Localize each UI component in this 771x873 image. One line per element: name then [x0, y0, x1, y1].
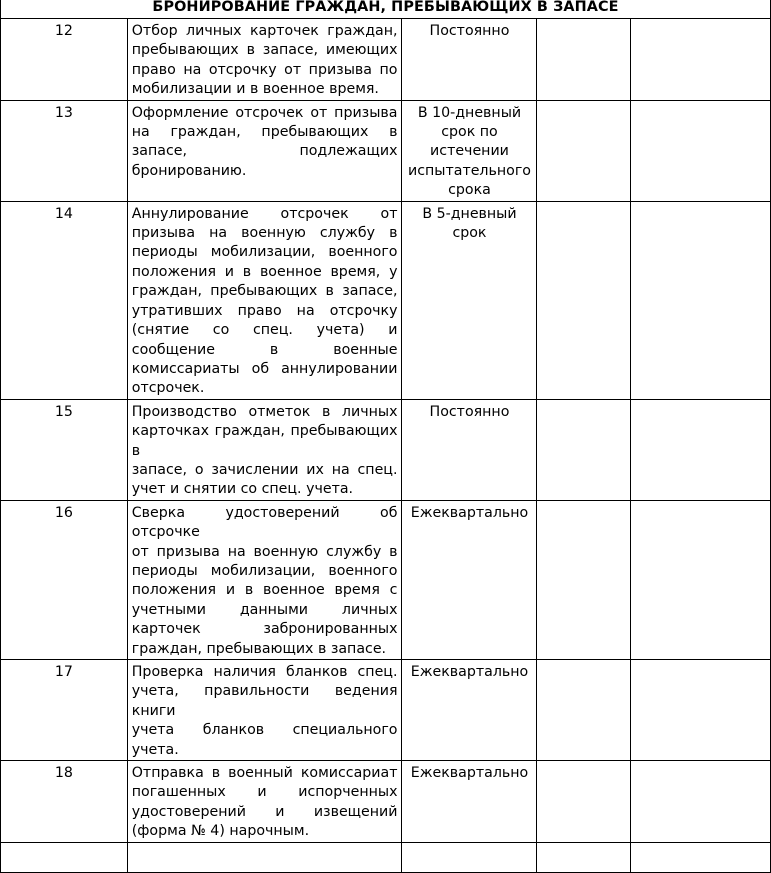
- description-line: от призыва на военную службу в: [131, 543, 398, 560]
- activity-description: [127, 660, 402, 761]
- description-line: запасе, о зачислении их на спец.: [131, 461, 398, 478]
- row-number: 17: [1, 660, 128, 761]
- section-title: БРОНИРОВАНИЕ ГРАЖДАН, ПРЕБЫВАЮЩИХ В ЗАПАСЕ: [1, 0, 771, 19]
- description-line: Проверка наличия бланков спец.: [131, 664, 398, 680]
- row-number: 18: [1, 761, 128, 843]
- description-line: призыва на военную службу в: [131, 225, 398, 242]
- description-line: учет и снятии со спец. учета.: [131, 481, 354, 498]
- activity-description: [127, 761, 402, 843]
- period-line: Ежеквартально: [410, 504, 529, 521]
- description-line: периоды мобилизации, военного: [131, 244, 398, 261]
- period-line: Ежеквартально: [410, 664, 529, 680]
- period-cell: [402, 500, 537, 659]
- period-line: В 5-дневный: [422, 205, 517, 222]
- row-number: [1, 842, 128, 872]
- period-cell: [402, 201, 537, 399]
- activity-description: [127, 399, 402, 500]
- table-row: [1, 842, 771, 872]
- description-line: отсрочек.: [131, 380, 205, 397]
- empty-cell: [631, 660, 771, 761]
- row-number: 13: [1, 100, 128, 201]
- table-row: [1, 19, 771, 101]
- empty-cell: [537, 100, 631, 201]
- table-row: [1, 100, 771, 201]
- row-number: 14: [1, 201, 128, 399]
- description-line: карточек забронированных: [131, 621, 398, 638]
- description-line: запасе, подлежащих: [131, 143, 398, 160]
- activity-description: [127, 201, 402, 399]
- description-line: сообщение в военные: [131, 341, 398, 358]
- table-row: [1, 660, 771, 761]
- period-cell: [402, 761, 537, 843]
- table-row: [1, 399, 771, 500]
- activity-description: [127, 500, 402, 659]
- description-line: удостоверений и извещений: [131, 803, 398, 820]
- table-row: [1, 500, 771, 659]
- period-line: срок по: [441, 124, 498, 141]
- description-line: бронированию.: [131, 162, 247, 179]
- description-line: положения и в военное время, у: [131, 263, 398, 280]
- period-line: Постоянно: [429, 23, 510, 39]
- description-line: Оформление отсрочек от призыва: [131, 104, 398, 121]
- description-line: периоды мобилизации, военного: [131, 562, 398, 579]
- description-line: пребывающих в запасе, имеющих: [131, 42, 398, 59]
- description-line: Производство отметок в личных: [131, 403, 398, 420]
- empty-cell: [537, 201, 631, 399]
- period-line: срок: [452, 225, 487, 242]
- row-number: 16: [1, 500, 128, 659]
- section-header-row: [1, 0, 771, 19]
- activity-description: [127, 100, 402, 201]
- description-line: погашенных и испорченных: [131, 784, 398, 801]
- activity-description: [127, 842, 402, 872]
- empty-cell: [631, 842, 771, 872]
- description-line: учета бланков специального учета.: [131, 722, 398, 758]
- description-line: граждан, пребывающих в запасе,: [131, 283, 398, 300]
- description-line: положения и в военное время с: [131, 582, 398, 599]
- period-cell: [402, 399, 537, 500]
- table-row: [1, 761, 771, 843]
- activity-description: [127, 19, 402, 101]
- description-line: граждан, пребывающих в запасе.: [131, 640, 387, 657]
- period-line: Ежеквартально: [410, 765, 529, 782]
- table-row: [1, 201, 771, 399]
- description-line: Отбор личных карточек граждан,: [131, 23, 398, 39]
- description-line: (снятие со спец. учета) и: [131, 322, 398, 339]
- period-line: Постоянно: [429, 403, 510, 420]
- description-line: учетными данными личных: [131, 601, 398, 618]
- period-line: срока: [448, 182, 491, 199]
- row-number: 12: [1, 19, 128, 101]
- description-line: право на отсрочку от призыва по: [131, 61, 398, 78]
- description-line: комиссариаты об аннулировании: [131, 360, 398, 377]
- empty-cell: [631, 100, 771, 201]
- description-line: на граждан, пребывающих в: [131, 124, 398, 141]
- description-line: утративших право на отсрочку: [131, 302, 398, 319]
- row-number: 15: [1, 399, 128, 500]
- empty-cell: [537, 660, 631, 761]
- empty-cell: [631, 201, 771, 399]
- empty-cell: [537, 399, 631, 500]
- empty-cell: [631, 761, 771, 843]
- description-line: мобилизации и в военное время.: [131, 81, 379, 98]
- period-line: испытательного: [407, 162, 531, 179]
- empty-cell: [631, 399, 771, 500]
- period-cell: [402, 19, 537, 101]
- empty-cell: [537, 761, 631, 843]
- empty-cell: [631, 500, 771, 659]
- period-line: истечении: [430, 143, 509, 160]
- empty-cell: [631, 19, 771, 101]
- description-line: Аннулирование отсрочек от: [131, 205, 398, 222]
- description-line: Отправка в военный комиссариат: [131, 765, 398, 782]
- empty-cell: [537, 842, 631, 872]
- description-line: карточках граждан, пребывающих в: [131, 423, 398, 459]
- empty-cell: [537, 19, 631, 101]
- period-cell: [402, 660, 537, 761]
- empty-cell: [537, 500, 631, 659]
- period-line: В 10-дневный: [417, 104, 522, 121]
- description-line: учета, правильности ведения книги: [131, 683, 398, 719]
- description-line: (форма № 4) нарочным.: [131, 823, 310, 840]
- period-cell: [402, 842, 537, 872]
- description-line: Сверка удостоверений об отсрочке: [131, 504, 398, 541]
- period-cell: [402, 100, 537, 201]
